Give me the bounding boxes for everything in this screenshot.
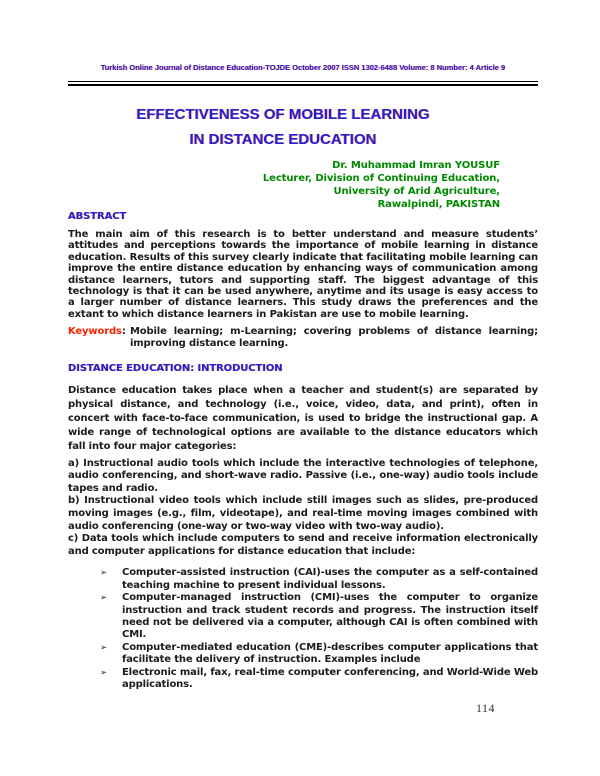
list-item-text: Computer-managed instruction (CMI)-uses the computer to organize instruction and track student records and progress. The instruction itself need not be delivered via a computer, although CAI is often combined with CMI. — [122, 592, 538, 641]
category-item-video: b) Instructional video tools which include still images such as slides, pre-produced moving images (e.g., film, videotape), and real-time moving images combined with audio conferencing (one-way or two-way video with two-way audio). — [68, 495, 538, 532]
article-title-line2: IN DISTANCE EDUCATION — [189, 131, 377, 148]
keywords-text: Mobile learning; m-Learning; covering problems of distance learning; improving distance learning. — [130, 326, 538, 349]
arrow-bullet-icon: ➢ — [100, 667, 107, 678]
keywords-label: Keywords — [68, 326, 122, 338]
author-affiliation: University of Arid Agriculture, — [333, 186, 500, 197]
author-role: Lecturer, Division of Continuing Education, — [262, 173, 500, 184]
author-block — [68, 159, 500, 211]
arrow-bullet-icon: ➢ — [100, 568, 107, 579]
author-location: Rawalpindi, PAKISTAN — [377, 199, 500, 210]
category-list — [68, 458, 538, 559]
arrow-bullet-icon: ➢ — [100, 642, 107, 653]
keywords-row — [68, 326, 538, 349]
page-number: 114 — [475, 701, 495, 715]
list-item — [100, 567, 538, 592]
keywords-label-wrap — [68, 326, 130, 338]
arrow-bullet-icon: ➢ — [100, 593, 107, 604]
introduction-heading: DISTANCE EDUCATION: INTRODUCTION — [68, 362, 283, 374]
keywords-colon: : — [121, 326, 126, 338]
article-title — [68, 102, 498, 152]
computer-applications-list — [68, 567, 538, 691]
category-item-audio: a) Instructional audio tools which include the interactive technologies of telephone, audio conferencing, and short-wave radio. Passive (i.e., one-way) audio tools include tapes and radio. — [68, 457, 538, 494]
journal-header-line: Turkish Online Journal of Distance Education-TOJDE October 2007 ISSN 1302-6488 Volume: 8 Number: 4 Article 9 — [100, 63, 506, 72]
introduction-paragraph: Distance education takes place when a teacher and student(s) are separated by physical distance, and technology (i.e., voice, video, data, and print), often in concert with face-to-face communication, is used to bridge the instructional gap. A wide range of technological options are available to the distance educators which fall into four major categories: — [68, 384, 538, 452]
list-item — [100, 667, 538, 692]
list-item-text: Computer-mediated education (CME)-describes computer applications that facilitate the delivery of instruction. Examples include — [122, 641, 538, 666]
list-item-text: Electronic mail, fax, real-time computer conferencing, and World-Wide Web applications. — [122, 666, 538, 691]
list-item — [100, 642, 538, 667]
article-title-line1: EFFECTIVENESS OF MOBILE LEARNING — [136, 106, 430, 123]
list-item-text: Computer-assisted instruction (CAI)-uses the computer as a self-contained teaching machine to present individual lessons. — [122, 567, 538, 591]
abstract-heading: ABSTRACT — [68, 211, 127, 222]
header-divider-rule — [68, 81, 538, 86]
abstract-paragraph: The main aim of this research is to better understand and measure students’ attitudes and perceptions towards the importance of mobile learning in distance education. Results of this survey clearly indicate that facilitating mobile learning can improve the entire distance education by enhancing ways of communication among distance learners, tutors and supporting staff. The biggest advantage of this technology is that it can be used anywhere, anytime and its usage is easy access to a larger number of distance learners. This study draws the preferences and the extant to which distance learners in Pakistan are use to mobile learning. — [68, 229, 538, 320]
category-item-data: c) Data tools which include computers to send and receive information electronically and computer applications for distance education that include: — [68, 533, 538, 557]
list-item — [100, 592, 538, 642]
author-name: Dr. Muhammad Imran YOUSUF — [332, 160, 500, 171]
